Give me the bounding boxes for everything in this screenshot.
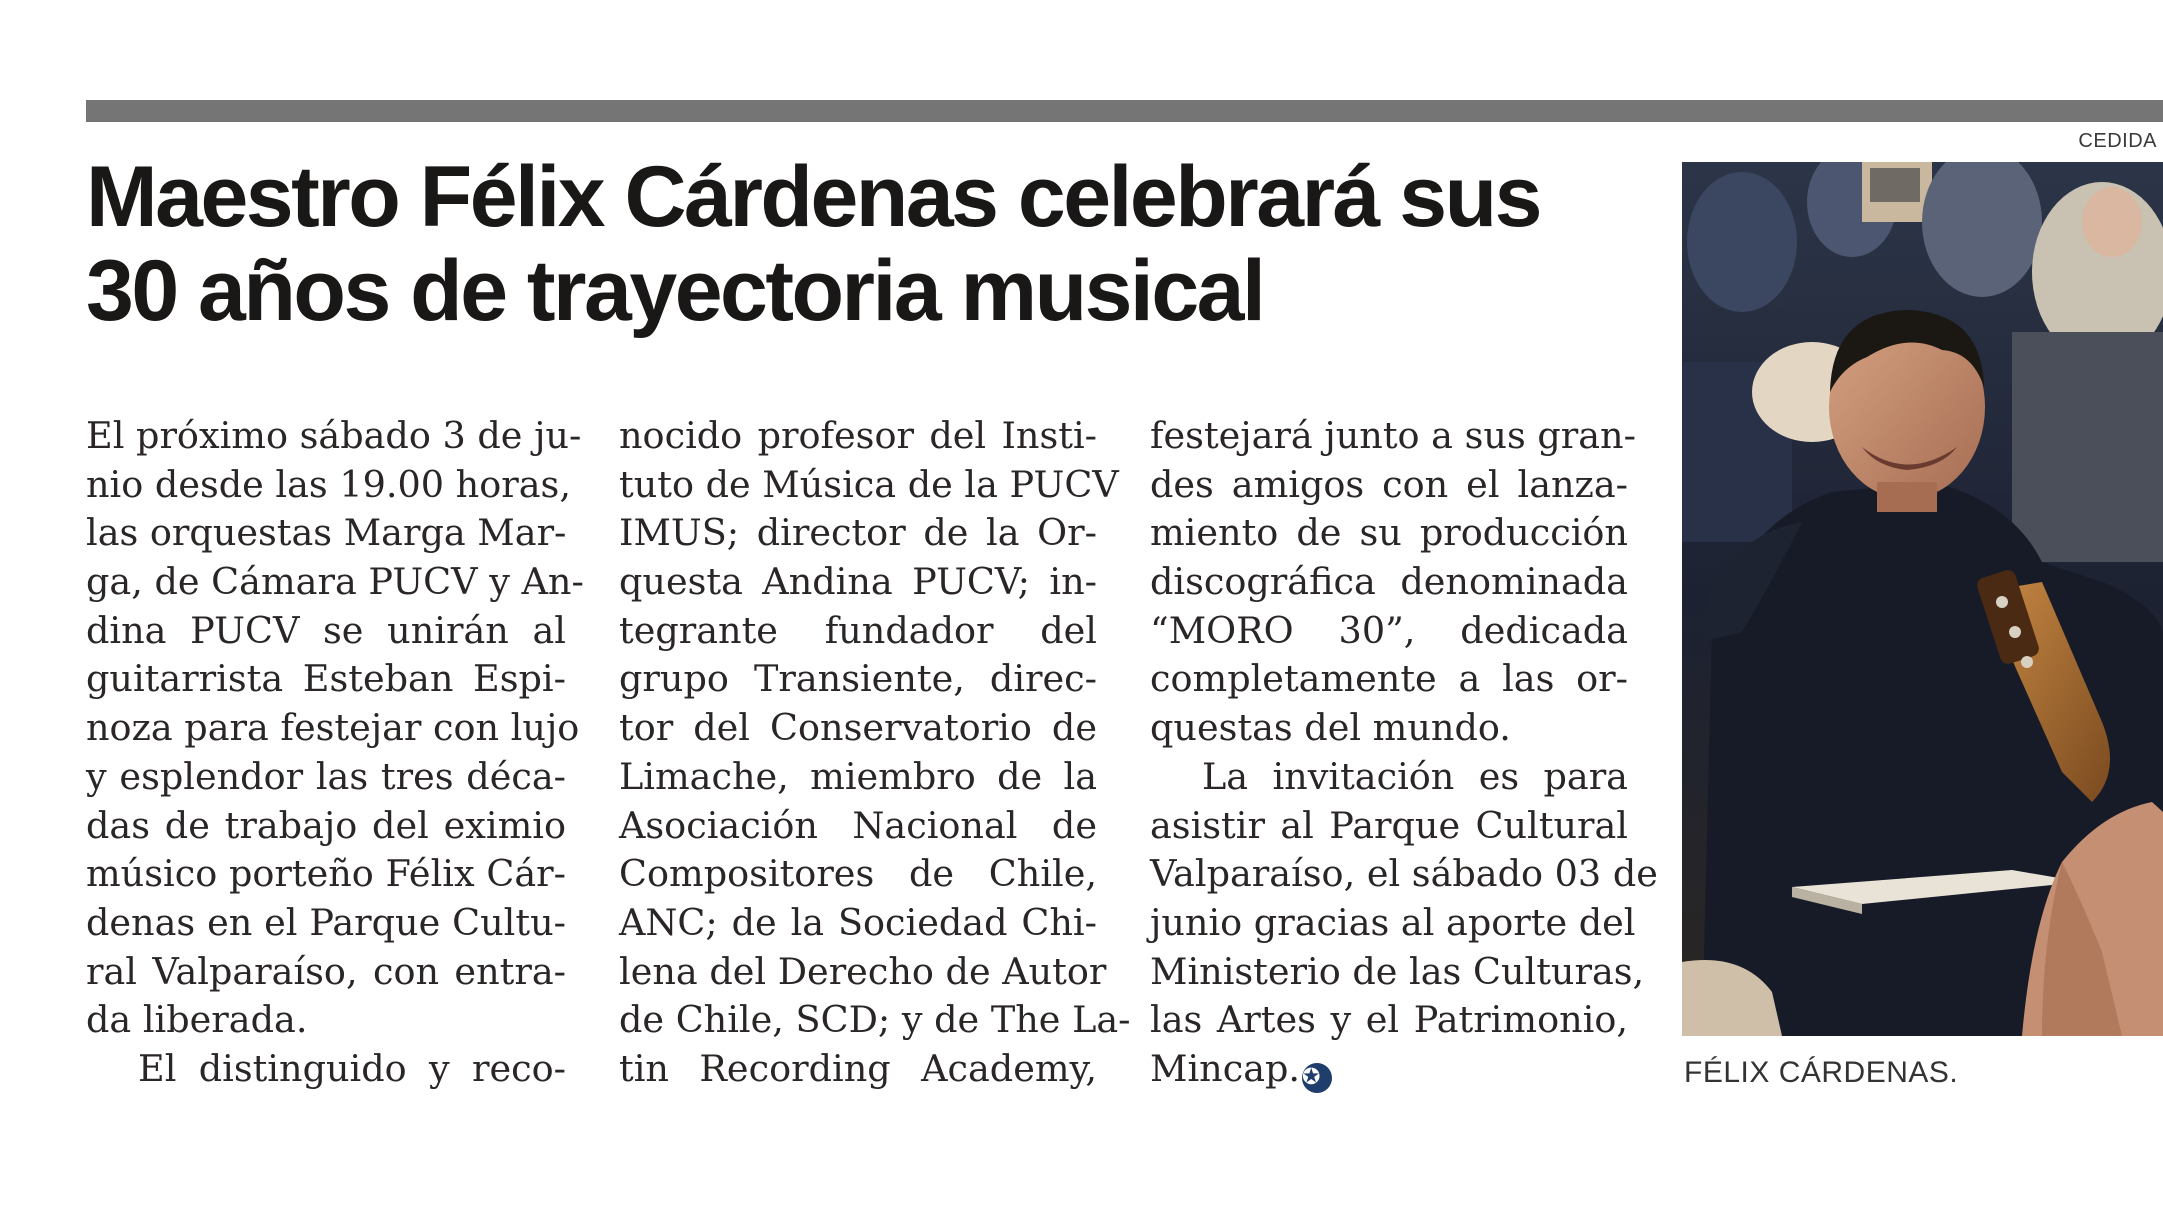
body-line: las Artes y el Patrimonio, [1150,998,1628,1042]
body-line: noza para festejar con lujo [86,706,580,750]
body-line: junio gracias al aporte del [1150,900,1636,944]
headline-line-1: Maestro Félix Cárdenas celebrará sus [86,149,1540,245]
article-headline [86,150,1686,338]
body-line-final [1150,1045,1628,1094]
body-line: de Chile, SCD; y de The La- [619,998,1131,1042]
body-line: asistir al Parque Cultural [1150,803,1628,847]
body-line: ral Valparaíso, con entra- [86,949,566,993]
body-line: tor del Conservatorio de [619,706,1097,750]
body-line: denas en el Parque Cultu- [86,900,566,944]
body-line: miento de su producción [1150,511,1628,555]
body-line: grupo Transiente, direc- [619,657,1097,701]
article-column-1 [86,412,584,1094]
body-line: das de trabajo del eximio [86,803,566,847]
body-line: músico porteño Félix Cár- [86,852,566,896]
body-line: y esplendor las tres déca- [86,754,566,798]
body-line: Limache, miembro de la [619,754,1097,798]
body-line: IMUS; director de la Or- [619,511,1097,555]
photo-illustration [1682,162,2163,1036]
photo-credit: CEDIDA [2078,130,2157,152]
body-line: discográfica denominada [1150,560,1628,604]
body-line: completamente a las or- [1150,657,1628,701]
body-line: questas del mundo. [1150,706,1511,750]
headline-line-2: 30 años de trayectoria musical [86,243,1264,339]
body-line: ga, de Cámara PUCV y An- [86,560,584,604]
article-column-2 [619,412,1131,1094]
body-line-final-text: Mincap. [1150,1046,1301,1090]
top-rule [86,100,2163,122]
body-line: des amigos con el lanza- [1150,462,1628,506]
body-line: ANC; de la Sociedad Chi- [619,900,1097,944]
body-line: festejará junto a sus gran- [1150,414,1636,457]
article-column-3 [1150,412,1658,1094]
body-line: Valparaíso, el sábado 03 de [1150,852,1658,896]
body-line: nocido profesor del Insti- [619,414,1097,457]
body-line: tin Recording Academy, [619,1046,1097,1090]
body-line: La invitación es para [1202,754,1628,798]
body-line: El próximo sábado 3 de ju- [86,414,582,457]
article-photo [1682,162,2163,1036]
body-line: El distinguido y reco- [138,1046,566,1090]
body-line: guitarrista Esteban Espi- [86,657,566,701]
body-line: Ministerio de las Culturas, [1150,949,1645,993]
body-line: tegrante fundador del [619,608,1097,652]
photo-caption: FÉLIX CÁRDENAS. [1684,1056,1959,1089]
body-line: lena del Derecho de Autor [619,949,1107,993]
body-line: tuto de Música de la PUCV [619,462,1119,506]
star-circle-icon: ✪ [1302,1063,1332,1093]
body-line: nio desde las 19.00 horas, [86,462,571,506]
body-line: questa Andina PUCV; in- [619,560,1097,604]
body-line: “MORO 30”, dedicada [1150,608,1628,652]
body-line: Compositores de Chile, [619,852,1097,896]
body-line: Asociación Nacional de [619,803,1097,847]
body-line: las orquestas Marga Mar- [86,511,567,555]
body-line: da liberada. [86,998,308,1042]
body-line: dina PUCV se unirán al [86,608,566,652]
